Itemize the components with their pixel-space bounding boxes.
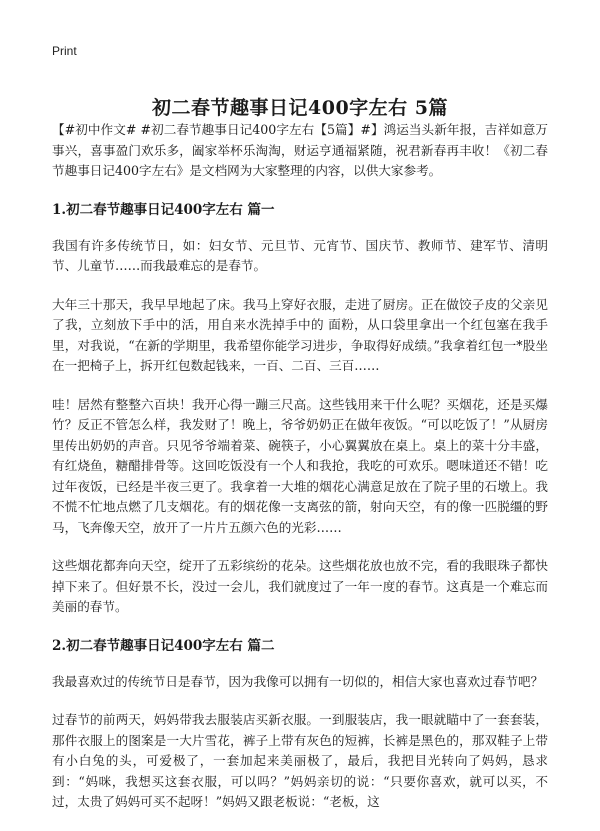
intro-paragraph: 【#初中作文# #初二春节趣事日记400字左右【5篇】#】鸿运当头新年报，吉祥如意万事兴，喜事盈门欢乐多，阖家举杯乐淘淘，财运亨通福紧随，祝君新春再丰收！《初二春节趣事日记400字左右》是文档网为大家整理的内容，以供大家参考。 — [52, 122, 548, 178]
section-2-paragraph-2: 过春节的前两天，妈妈带我去服装店买新衣服。一到服装店，我一眼就瞄中了一套套装，那件衣服上的图案是一大片雪花，裤子上带有灰色的短裤，长裤是黑色的，那双鞋子上带有小白兔的头，可爱极了，一套加起来美丽极了，最后，我把目光转向了妈妈，恳求到：“妈咪，我想买这套衣服，可以吗？”妈妈亲切的说：“只要你喜欢，就可以买，不过，太贵了妈妈可买不起呀！”妈妈又跟老板说：“老板，这 — [52, 712, 548, 809]
section-1-paragraph-4: 这些烟花都奔向天空，绽开了五彩缤纷的花朵。这些烟花放也放不完，看的我眼珠子都快掉下来了。但好景不长，没过一会儿，我们就度过了一年一度的春节。这真是一个难忘而美丽的春节。 — [52, 558, 548, 614]
section-1-paragraph-1: 我国有许多传统节日，如：妇女节、元旦节、元宵节、国庆节、教师节、建军节、清明节、儿童节……而我最难忘的是春节。 — [52, 237, 548, 273]
section-1-paragraph-2: 大年三十那天，我早早地起了床。我马上穿好衣服，走进了厨房。正在做饺子皮的父亲见了我，立刻放下手中的活，用自来水洗掉手中的 面粉，从口袋里拿出一个红包塞在我手里，对我说，“在新的学期里，我希望你能学习进步，争取得好成绩。”我拿着红包一*股坐在一把椅子上，拆开红包数起钱来，一百、二百、三百…… — [52, 296, 548, 373]
print-link[interactable]: Print — [52, 44, 77, 58]
article-body — [52, 120, 548, 831]
section-2-paragraph-1: 我最喜欢过的传统节日是春节，因为我像可以拥有一切似的，相信大家也喜欢过春节吧？ — [52, 673, 544, 689]
section-2-heading: 2.初二春节趣事日记400字左右 篇二 — [52, 637, 275, 654]
section-1-heading: 1.初二春节趣事日记400字左右 篇一 — [52, 201, 275, 218]
section-1-paragraph-3: 哇！居然有整整六百块！我开心得一蹦三尺高。这些钱用来干什么呢？买烟花，还是买爆竹？反正不管怎么样，我发财了！晚上，爷爷奶奶正在做年夜饭。“可以吃饭了！”从厨房里传出奶奶的声音。只见爷爷端着菜、碗筷子，小心翼翼放在桌上。桌上的菜十分丰盛，有红烧鱼，糖醋排骨等。这回吃饭没有一个人和我抢，我吃的可欢乐。嗯味道还不错！吃过年夜饭，已经是半夜三更了。我拿着一大堆的烟花心满意足放在了院子里的石墩上。我不慌不忙地点燃了几支烟花。有的烟花像一支离弦的箭，射向天空，有的像一匹脱缰的野马，飞奔像天空，放开了一片片五颜六色的光彩…… — [52, 396, 548, 535]
page-title: 初二春节趣事日记400字左右 5篇 — [152, 96, 448, 119]
